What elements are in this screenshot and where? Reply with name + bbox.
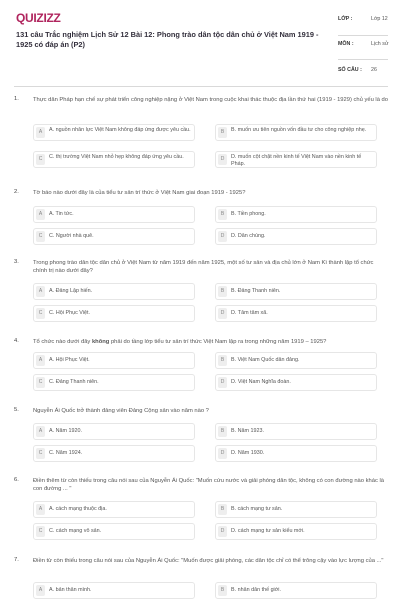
- option-text: A. cách mạng thuộc địa.: [49, 506, 107, 512]
- option-letter: B: [218, 426, 227, 437]
- option-letter: C: [36, 448, 45, 459]
- grade-value: Lớp 12: [371, 16, 388, 22]
- option-text: D. muốn cột chặt nền kinh tế Việt Nam vào nền kinh tế Pháp.: [231, 154, 362, 167]
- grade-label: LỚP :: [338, 16, 353, 22]
- option-text: B. Năm 1923.: [231, 428, 264, 434]
- option-text: A. Hội Phục Việt.: [49, 357, 90, 363]
- option-c[interactable]: [33, 228, 195, 245]
- option-letter: A: [36, 127, 45, 138]
- option-letter: C: [36, 526, 45, 537]
- option-text: C. Đảng Thanh niên.: [49, 379, 99, 385]
- option-a[interactable]: [33, 582, 195, 599]
- option-text: B. Việt Nam Quốc dân đảng.: [231, 357, 300, 363]
- option-text: D. Tâm tâm xã.: [231, 310, 268, 316]
- option-text: A. Tin tức.: [49, 211, 74, 217]
- option-text: B. Tiền phong.: [231, 211, 266, 217]
- option-letter: A: [36, 504, 45, 515]
- option-text: B. nhân dân thế giới.: [231, 587, 281, 593]
- option-d[interactable]: [215, 523, 377, 540]
- question-text: Nguyễn Ái Quốc trở thành đảng viên Đảng Cộng sản vào năm nào ?: [33, 408, 209, 414]
- question-text-end: phải do tầng lớp tiểu tư sản trí thức Việt Nam lập ra trong những năm 1919 – 1925?: [109, 339, 327, 345]
- count-value: 26: [371, 67, 377, 73]
- option-text: A. Năm 1920.: [49, 428, 82, 434]
- option-letter: B: [218, 127, 227, 138]
- meta-divider: [338, 59, 388, 60]
- option-letter: B: [218, 504, 227, 515]
- option-a[interactable]: [33, 423, 195, 440]
- option-letter: C: [36, 154, 45, 165]
- question-text: Điền từ còn thiếu trong câu nói sau của Nguyễn Ái Quốc: "Muốn được giải phóng, các dân tộc chỉ có thể trông cậy vào lực lượng của ...": [33, 558, 384, 564]
- option-c[interactable]: [33, 374, 195, 391]
- option-letter: B: [218, 585, 227, 596]
- question-number: 4.: [14, 338, 19, 344]
- option-text: A. nguồn nhân lực Việt Nam không đáp ứng được yêu cầu.: [49, 127, 191, 133]
- question-text: Điền thêm từ còn thiếu trong câu nói sau của Nguyễn Ái Quốc: "Muốn cứu nước và giải phóng dân tộc, không có con đường nào khác là con đường ... ": [33, 478, 384, 492]
- question-number: 7.: [14, 557, 19, 563]
- option-d[interactable]: [215, 228, 377, 245]
- option-b[interactable]: [215, 423, 377, 440]
- option-text: C. Năm 1924.: [49, 450, 83, 456]
- option-a[interactable]: [33, 283, 195, 300]
- quizizz-logo[interactable]: QUIZIZZ: [16, 11, 61, 25]
- option-letter: D: [218, 308, 227, 319]
- option-text: D. Năm 1930.: [231, 450, 265, 456]
- question-text: [33, 338, 388, 346]
- option-letter: A: [36, 426, 45, 437]
- count-label: SỐ CÂU :: [338, 67, 362, 73]
- option-d[interactable]: [215, 445, 377, 462]
- option-c[interactable]: [33, 151, 195, 168]
- question-text: Trong phong trào dân tộc dân chủ ở Việt Nam từ năm 1919 đến năm 1925, một số tư sản và địa chủ lớn ở Nam Kì thành lập tổ chức chính trị nào dưới đây?: [33, 260, 374, 274]
- option-letter: D: [218, 526, 227, 537]
- option-letter: D: [218, 377, 227, 388]
- question-number: 6.: [14, 477, 19, 483]
- option-text: C. cách mạng vô sản.: [49, 528, 102, 534]
- option-letter: A: [36, 209, 45, 220]
- question-number: 3.: [14, 259, 19, 265]
- meta-divider: [338, 35, 388, 36]
- option-text: B. Đảng Thanh niên.: [231, 288, 281, 294]
- option-b[interactable]: [215, 352, 377, 369]
- option-text: A. Đảng Lập hiến.: [49, 288, 93, 294]
- option-letter: A: [36, 286, 45, 297]
- option-text: D. Việt Nam Nghĩa đoàn.: [231, 379, 291, 385]
- option-letter: B: [218, 355, 227, 366]
- question-number: 1.: [14, 96, 19, 102]
- option-a[interactable]: [33, 352, 195, 369]
- option-letter: C: [36, 231, 45, 242]
- option-letter: B: [218, 209, 227, 220]
- option-text: C. Hội Phục Việt.: [49, 310, 90, 316]
- option-d[interactable]: [215, 305, 377, 322]
- worksheet-header: [0, 0, 400, 88]
- option-text: C. Người nhà quê.: [49, 233, 94, 239]
- option-letter: A: [36, 585, 45, 596]
- option-b[interactable]: [215, 283, 377, 300]
- option-text: B. cách mạng tư sản.: [231, 506, 283, 512]
- option-a[interactable]: [33, 206, 195, 223]
- option-text: D. Dân chúng.: [231, 233, 266, 239]
- option-c[interactable]: [33, 445, 195, 462]
- question-number: 2.: [14, 189, 19, 195]
- option-text: A. bản thân mình.: [49, 587, 92, 593]
- option-letter: D: [218, 448, 227, 459]
- subject-label: MÔN :: [338, 41, 354, 47]
- question-text-start: Tổ chức nào dưới đây: [33, 339, 92, 345]
- option-b[interactable]: [215, 124, 377, 141]
- question-number: 5.: [14, 407, 19, 413]
- header-divider: [14, 86, 388, 87]
- option-letter: C: [36, 308, 45, 319]
- option-d[interactable]: [215, 151, 377, 168]
- worksheet-title: 131 câu Trắc nghiệm Lịch Sử 12 Bài 12: Phong trào dân tộc dân chủ ở Việt Nam 1919 - 1925 có đáp án (P2): [16, 30, 319, 49]
- option-a[interactable]: [33, 501, 195, 518]
- option-letter: D: [218, 154, 227, 165]
- question-text-emphasis: không: [91, 339, 110, 345]
- option-b[interactable]: [215, 582, 377, 599]
- question-text: Thực dân Pháp hạn chế sự phát triển công nghiệp nặng ở Việt Nam trong cuộc khai thác thuộc địa lần thứ hai (1919 - 1929) chủ yếu là do: [33, 97, 389, 103]
- option-text: B. muốn ưu tiên nguồn vốn đầu tư cho công nghiệp nhẹ.: [231, 127, 367, 133]
- option-letter: D: [218, 231, 227, 242]
- option-a[interactable]: [33, 124, 195, 141]
- option-text: D. cách mạng tư sản kiểu mới.: [231, 528, 305, 534]
- option-text: C. thị trường Việt Nam nhỏ hẹp không đáp ứng yêu cầu.: [49, 154, 184, 160]
- option-letter: A: [36, 355, 45, 366]
- option-b[interactable]: [215, 206, 377, 223]
- option-c[interactable]: [33, 305, 195, 322]
- subject-value: Lịch sử: [371, 41, 389, 47]
- option-letter: B: [218, 286, 227, 297]
- option-d[interactable]: [215, 374, 377, 391]
- question-text: Tờ báo nào dưới đây là của tiểu tư sản trí thức ở Việt Nam giai đoạn 1919 - 1925?: [33, 190, 246, 196]
- option-letter: C: [36, 377, 45, 388]
- option-c[interactable]: [33, 523, 195, 540]
- option-b[interactable]: [215, 501, 377, 518]
